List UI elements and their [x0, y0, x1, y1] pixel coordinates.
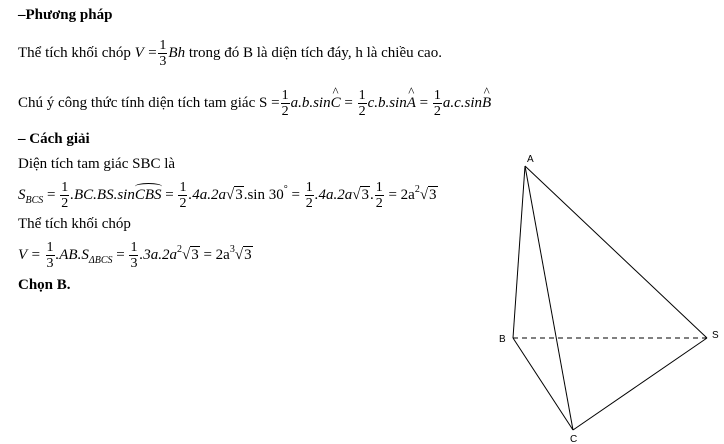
sqrt-3-b: √3: [352, 186, 369, 203]
area-term-3: a.c.sin: [442, 94, 483, 111]
volume-subscript: ΔBCS: [88, 254, 113, 266]
volume-square: 2: [176, 243, 182, 255]
angle-cbs-arc: CBS: [134, 186, 162, 203]
vertex-a-label: A: [527, 154, 534, 165]
fraction-half-a: $\frac{1}{2}$: [61, 180, 69, 211]
volume-seg-2: .3a.2a: [139, 246, 177, 263]
volume-result: = 2a: [203, 246, 230, 263]
edge-bc: [513, 338, 573, 430]
area-term-1: a.b.sin: [290, 94, 331, 111]
vertex-b-label: B: [499, 334, 506, 345]
method-volume-explanation: trong đó B là diện tích đáy, h là chiều cao.: [188, 44, 442, 61]
angle-c-hat: ^ C: [331, 94, 341, 112]
area-lhs: S =: [259, 94, 280, 111]
edge-ac: [525, 166, 573, 430]
area-intro: Diện tích tam giác SBC là: [18, 156, 176, 172]
equals-2: =: [419, 94, 429, 111]
fraction-one-third: $\frac{1}{3}$: [159, 38, 167, 69]
volume-cube: 3: [229, 243, 235, 255]
vertex-c-label: C: [570, 434, 578, 444]
angle-a-hat: ^ A: [407, 94, 416, 112]
area-seg-3: .4a.2a: [314, 186, 353, 203]
equals-1: =: [344, 94, 353, 111]
degree-sign: °: [283, 183, 288, 195]
sqrt-3-e: √3: [234, 246, 252, 263]
area-seg-2: .4a.2a: [188, 186, 226, 203]
sqrt-3-c: √3: [419, 186, 437, 203]
method-area-text: Chú ý công thức tính diện tích tam giác: [18, 94, 256, 111]
area-symbol: S: [18, 186, 26, 203]
volume-symbol: V =: [18, 246, 41, 263]
equals-c: =: [291, 186, 300, 203]
method-heading: –Phương pháp: [18, 7, 113, 23]
equals-b: =: [165, 186, 174, 203]
volume-rhs: Bh: [168, 44, 186, 61]
edge-sc: [573, 338, 707, 430]
fraction-half-3: $\frac{1}{2}$: [433, 88, 441, 119]
fraction-half-c: $\frac{1}{2}$: [305, 180, 313, 211]
fraction-half-1: $\frac{1}{2}$: [281, 88, 289, 119]
edge-as: [525, 166, 707, 338]
answer: Chọn B.: [18, 277, 71, 293]
fraction-half-b: $\frac{1}{2}$: [179, 180, 187, 211]
sin-30: .sin 30: [243, 186, 284, 203]
area-result-square: 2: [414, 183, 420, 195]
volume-intro: Thể tích khối chóp: [18, 216, 131, 232]
dot-sep: .: [369, 186, 374, 203]
fraction-third-b: $\frac{1}{3}$: [130, 240, 138, 271]
fraction-half-d: $\frac{1}{2}$: [375, 180, 383, 211]
sqrt-3-a: √3: [225, 186, 243, 203]
volume-lhs: V =: [134, 44, 158, 61]
angle-b-hat: ^ B: [482, 94, 491, 112]
equals-a: =: [47, 186, 56, 203]
edge-ab: [513, 166, 525, 338]
method-volume-text: Thể tích khối chóp: [18, 44, 131, 61]
equals-v: =: [116, 246, 125, 263]
area-term-2: c.b.sin: [367, 94, 407, 111]
sqrt-3-d: √3: [181, 246, 199, 263]
solution-heading: – Cách giải: [18, 131, 90, 147]
fraction-third-a: $\frac{1}{3}$: [46, 240, 54, 271]
area-subscript: BCS: [25, 194, 44, 206]
area-seg-1: .BC.BS.sin: [70, 186, 135, 203]
area-result: = 2a: [388, 186, 415, 203]
vertex-s-label: S: [712, 330, 719, 341]
fraction-half-2: $\frac{1}{2}$: [358, 88, 366, 119]
volume-seg-1: .AB.S: [55, 246, 89, 263]
